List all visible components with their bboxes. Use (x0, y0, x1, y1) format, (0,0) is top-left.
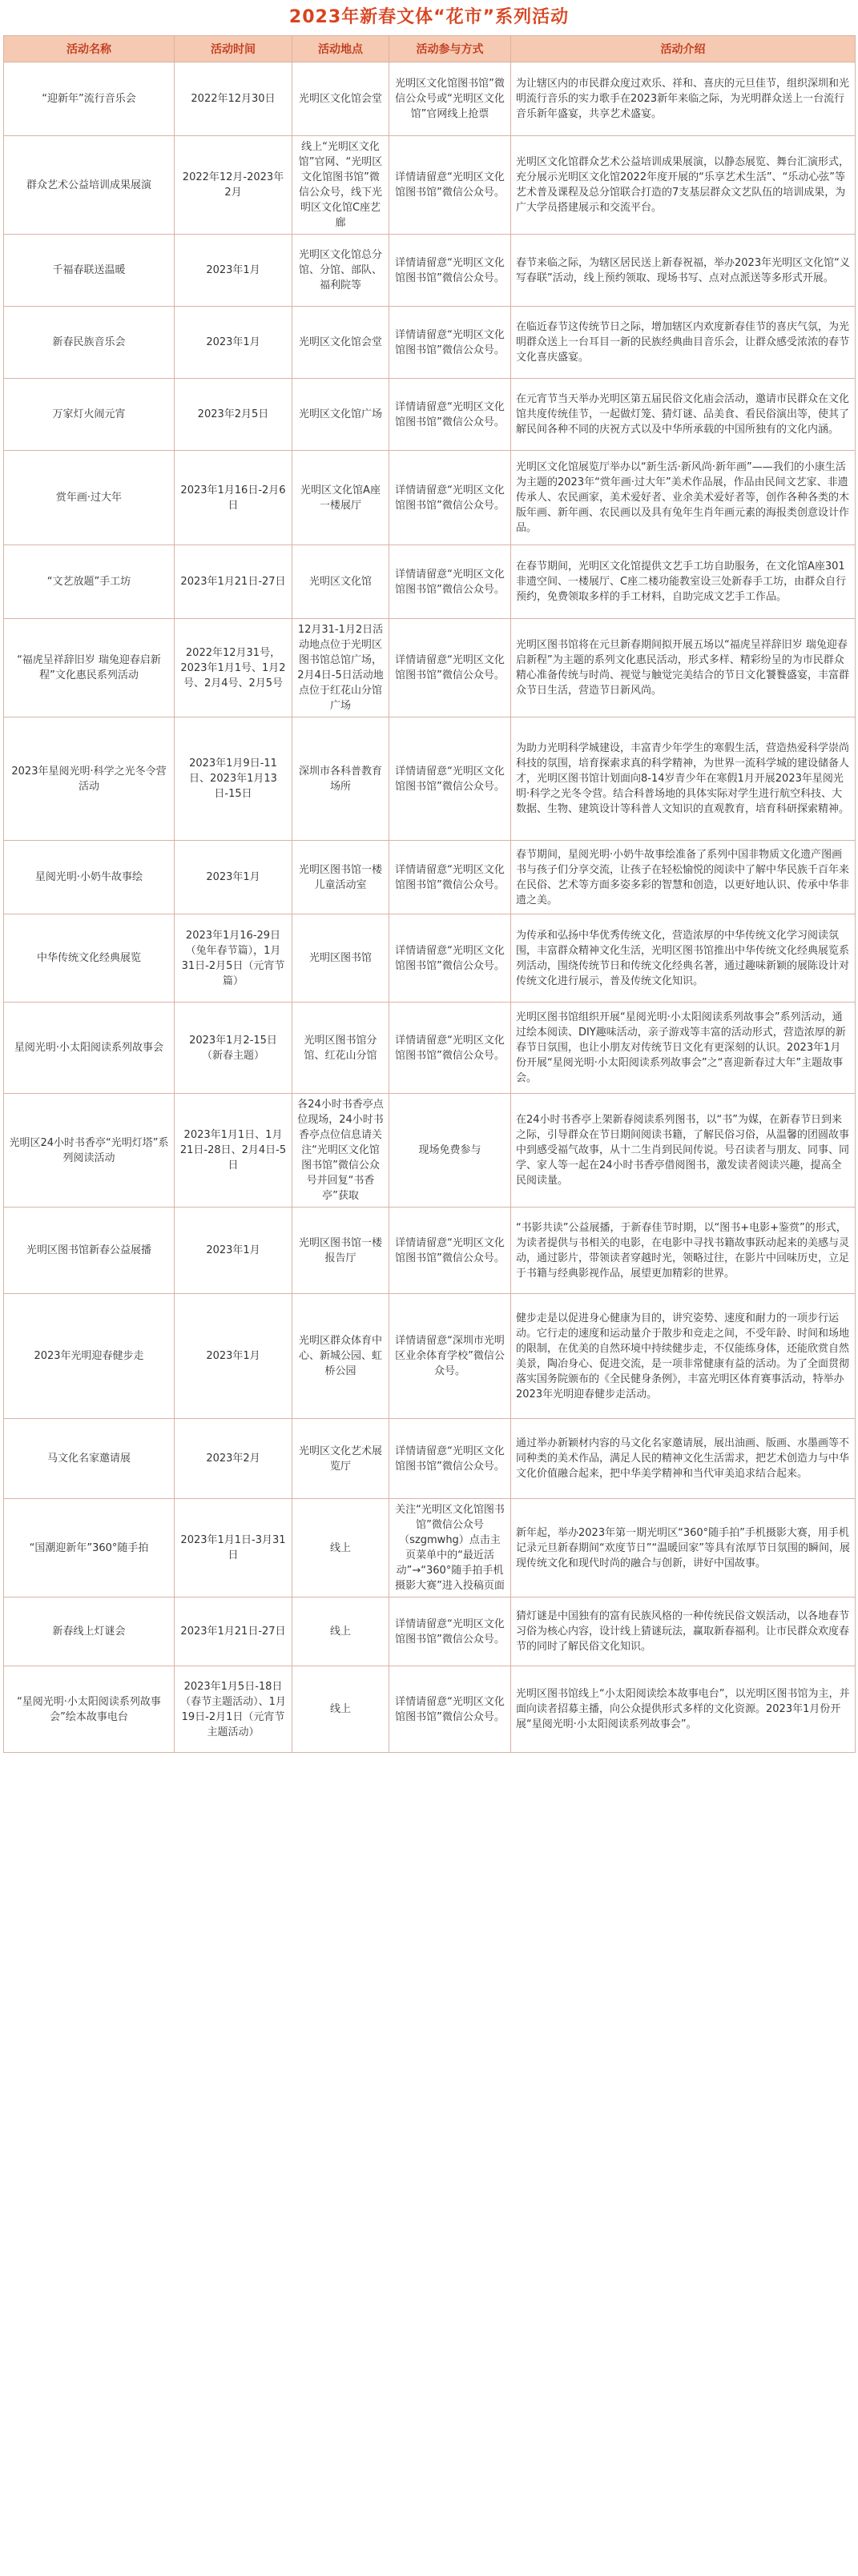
activity-intro-cell: 在24小时书香亭上架新春阅读系列图书，以“书”为媒，在新春节日到来之际，引导群众在节日期间阅读书籍，了解民俗习俗，从温馨的团圆故事中到感受福气故事，从十二生肖到民间传说。号召读者与朋友、同事、同学、家人等一起在24小时书香亭借阅图书，激发读者阅读兴趣，提高全民阅读量。 (511, 1094, 856, 1208)
activity-join-cell: 详情请留意“光明区文化馆图书馆”微信公众号。 (389, 379, 511, 451)
activity-place-cell: 光明区图书馆一楼儿童活动室 (292, 841, 389, 914)
activity-name-cell: “迎新年”流行音乐会 (4, 62, 175, 136)
activity-join-cell: 详情请留意“光明区文化馆图书馆”微信公众号。 (389, 307, 511, 379)
activity-time-cell: 2023年2月 (175, 1419, 292, 1499)
table-row (4, 379, 856, 451)
activity-place-cell: 光明区文化馆会堂 (292, 307, 389, 379)
activity-place-cell: 光明区文化馆 (292, 545, 389, 619)
header-activity-time: 活动时间 (175, 36, 292, 62)
activity-join-cell: 详情请留意“光明区文化馆图书馆”微信公众号。 (389, 136, 511, 235)
activity-time-cell: 2023年1月 (175, 1208, 292, 1294)
activity-time-cell: 2022年12月30日 (175, 62, 292, 136)
table-row (4, 451, 856, 545)
activity-join-cell: 详情请留意“光明区文化馆图书馆”微信公众号。 (389, 619, 511, 717)
table-row (4, 545, 856, 619)
header-activity-place: 活动地点 (292, 36, 389, 62)
activity-place-cell: 线上 (292, 1499, 389, 1597)
activity-intro-cell: 春节期间，星阅光明·小奶牛故事绘准备了系列中国非物质文化遗产图画书与孩子们分享交流，让孩子在轻松愉悦的阅读中了解中华民族千百年来在民俗、艺术等方面多姿多彩的智慧和创造，以更好地认识、传承中华非遗之美。 (511, 841, 856, 914)
activity-join-cell: 详情请留意“光明区文化馆图书馆”微信公众号。 (389, 1666, 511, 1753)
table-row (4, 619, 856, 717)
activity-name-cell: 赏年画·过大年 (4, 451, 175, 545)
activity-intro-cell: 为助力光明科学城建设，丰富青少年学生的寒假生活，营造热爱科学崇尚科技的氛围，培育探索求真的科学精神，为世界一流科学城的建设储备人才，光明区图书馆计划面向8-14岁青少年在寒假1月开展2023年星阅光明·科学之光冬令营。结合科普场地的具体实际对学生进行航空科技、大数据、生物、建筑设计等科普人文知识的直观教育，培育科研探索精神。 (511, 717, 856, 841)
activity-time-cell: 2023年1月1日、1月21日-28日、2月4日-5日 (175, 1094, 292, 1208)
activity-time-cell: 2023年2月5日 (175, 379, 292, 451)
table-row (4, 136, 856, 235)
activity-name-cell: 新春民族音乐会 (4, 307, 175, 379)
activity-join-cell: 详情请留意“光明区文化馆图书馆”微信公众号。 (389, 717, 511, 841)
table-row (4, 1208, 856, 1294)
activity-join-cell: 关注“光明区文化馆图书馆”微信公众号（szgmwhg）点击主页菜单中的“最近活动”→“360°随手拍手机摄影大赛”进入投稿页面 (389, 1499, 511, 1597)
activity-place-cell: 各24小时书香亭点位现场，24小时书香亭点位信息请关注“光明区文化馆图书馆”微信公众号并回复“书香亭”获取 (292, 1094, 389, 1208)
activity-join-cell: 详情请留意“光明区文化馆图书馆”微信公众号。 (389, 1208, 511, 1294)
activity-place-cell: 光明区文化艺术展览厅 (292, 1419, 389, 1499)
table-row (4, 1597, 856, 1666)
activity-place-cell: 光明区图书馆一楼报告厅 (292, 1208, 389, 1294)
activity-join-cell: 详情请留意“光明区文化馆图书馆”微信公众号。 (389, 841, 511, 914)
activity-place-cell: 光明区群众体育中心、新城公园、虹桥公园 (292, 1294, 389, 1419)
table-row (4, 1003, 856, 1094)
activity-intro-cell: 在临近春节这传统节日之际，增加辖区内欢度新春佳节的喜庆气氛，为光明群众送上一台耳目一新的民族经典曲目音乐会，让群众感受浓浓的春节文化喜庆盛宴。 (511, 307, 856, 379)
activity-join-cell: 详情请留意“光明区文化馆图书馆”微信公众号。 (389, 914, 511, 1003)
table-row (4, 1499, 856, 1597)
header-activity-join: 活动参与方式 (389, 36, 511, 62)
header-activity-name: 活动名称 (4, 36, 175, 62)
activity-name-cell: 光明区24小时书香亭“光明灯塔”系列阅读活动 (4, 1094, 175, 1208)
activity-place-cell: 光明区文化馆会堂 (292, 62, 389, 136)
document-title: 2023年新春文体“花市”系列活动 (288, 7, 570, 27)
activity-intro-cell: 新年起，举办2023年第一期光明区“360°随手拍”手机摄影大赛，用手机记录元旦新春期间“欢度节日”“温暖回家”等具有浓厚节日氛围的瞬间，展现传统文化和现代时尚的融合与创新，讲好中国故事。 (511, 1499, 856, 1597)
activity-place-cell: 光明区图书馆 (292, 914, 389, 1003)
activity-intro-cell: 在元宵节当天举办光明区第五届民俗文化庙会活动，邀请市民群众在文化馆共度传统佳节，一起做灯笼、猜灯谜、品美食、看民俗演出等，使其了解民间各种不同的庆祝方式以及中华所承载的中国所独有的文化内涵。 (511, 379, 856, 451)
activity-name-cell: “星阅光明·小太阳阅读系列故事会”绘本故事电台 (4, 1666, 175, 1753)
table-row (4, 841, 856, 914)
activity-name-cell: 万家灯火闹元宵 (4, 379, 175, 451)
activity-join-cell: 详情请留意“光明区文化馆图书馆”微信公众号。 (389, 1597, 511, 1666)
activity-join-cell: 详情请留意“光明区文化馆图书馆”微信公众号。 (389, 1419, 511, 1499)
activity-intro-cell: 光明区文化馆群众艺术公益培训成果展演，以静态展览、舞台汇演形式，充分展示光明区文化馆2022年度开展的“乐享艺术生活”、“乐动心弦”等艺术普及课程及总分馆联合打造的7支基层群众文艺队伍的培训成果，为广大学员搭建展示和交流平台。 (511, 136, 856, 235)
table-row (4, 1294, 856, 1419)
activity-join-cell: 详情请留意“光明区文化馆图书馆”微信公众号。 (389, 451, 511, 545)
activity-place-cell: 深圳市各科普教育场所 (292, 717, 389, 841)
table-row (4, 1419, 856, 1499)
activity-place-cell: 光明区文化馆广场 (292, 379, 389, 451)
activity-intro-cell: 光明区图书馆线上“小太阳阅读绘本故事电台”，以光明区图书馆为主，并面向读者招募主播，向公众提供形式多样的文化资源。2023年1月份开展“星阅光明·小太阳阅读系列故事会”。 (511, 1666, 856, 1753)
activity-name-cell: 星阅光明·小奶牛故事绘 (4, 841, 175, 914)
activity-time-cell: 2022年12月-2023年2月 (175, 136, 292, 235)
activity-join-cell: 详情请留意“深圳市光明区业余体育学校”微信公众号。 (389, 1294, 511, 1419)
activity-name-cell: 2023年星阅光明·科学之光冬令营活动 (4, 717, 175, 841)
activity-time-cell: 2023年1月 (175, 841, 292, 914)
table-row (4, 62, 856, 136)
activity-time-cell: 2023年1月 (175, 307, 292, 379)
activity-intro-cell: 光明区图书馆组织开展“星阅光明·小太阳阅读系列故事会”系列活动，通过绘本阅读、DIY趣味活动，亲子游戏等丰富的活动形式，营造浓厚的新春节日氛围，也让小朋友对传统节日文化有更深刻的认识。2023年1月份开展“星阅光明·小太阳阅读系列故事会”之“喜迎新春过大年”主题故事会。 (511, 1003, 856, 1094)
activity-place-cell: 线上“光明区文化馆”官网、“光明区文化馆图书馆”微信公众号，线下光明区文化馆C座艺廊 (292, 136, 389, 235)
activity-intro-cell: 猜灯谜是中国独有的富有民族风格的一种传统民俗文娱活动，以各地春节习俗为核心内容，设计线上猜谜玩法，赢取新春福利。让市民群众欢度春节的同时了解民俗文化知识。 (511, 1597, 856, 1666)
activity-place-cell: 光明区文化馆A座一楼展厅 (292, 451, 389, 545)
activity-time-cell: 2023年1月 (175, 1294, 292, 1419)
header-activity-intro: 活动介绍 (511, 36, 856, 62)
activity-join-cell: 现场免费参与 (389, 1094, 511, 1208)
table-row (4, 307, 856, 379)
activity-intro-cell: 为传承和弘扬中华优秀传统文化，营造浓厚的中华传统文化学习阅读氛围，丰富群众精神文化生活，光明区图书馆推出中华传统文化经典展览系列活动，围绕传统节日和传统文化经典名著，通过趣味新颖的展陈设计对传统文化进行展示，普及传统文化知识。 (511, 914, 856, 1003)
activity-name-cell: 马文化名家邀请展 (4, 1419, 175, 1499)
activity-name-cell: 光明区图书馆新春公益展播 (4, 1208, 175, 1294)
activity-intro-cell: 光明区图书馆将在元旦新春期间拟开展五场以“福虎呈祥辞旧岁 瑞兔迎春启新程”为主题的系列文化惠民活动，形式多样、精彩纷呈的为市民群众精心准备传统与时尚、视觉与触觉完美结合的节日文化饕餮盛宴，丰富群众节日生活，营造节日新风尚。 (511, 619, 856, 717)
table-row (4, 914, 856, 1003)
table-row (4, 1094, 856, 1208)
activity-time-cell: 2022年12月31号，2023年1月1号、1月2号、2月4号、2月5号 (175, 619, 292, 717)
activity-intro-cell: 光明区文化馆展览厅举办以“新生活·新风尚·新年画”——我们的小康生活为主题的2023年“赏年画·过大年”美术作品展，作品由民间文艺家、非遗传承人、农民画家，美术爱好者、业余美术爱好者等，创作各种各类的木版年画、新年画、农民画以及具有兔年生肖年画元素的海报类创意设计作品。 (511, 451, 856, 545)
table-row (4, 1666, 856, 1753)
activity-intro-cell: “书影共读”公益展播，于新春佳节时期，以“图书+电影+鉴赏”的形式，为读者提供与书相关的电影，在电影中寻找书籍故事跃动起来的美感与灵动，通过影片，带领读者穿越时光，领略过往，在影片中回味历史，立足于书籍与经典影视作品，展望更加精彩的世界。 (511, 1208, 856, 1294)
activity-place-cell: 线上 (292, 1597, 389, 1666)
activity-place-cell: 12月31-1月2日活动地点位于光明区图书馆总馆广场，2月4日-5日活动地点位于红花山分馆广场 (292, 619, 389, 717)
activity-time-cell: 2023年1月21日-27日 (175, 545, 292, 619)
activity-name-cell: “文艺放题”手工坊 (4, 545, 175, 619)
activity-intro-cell: 健步走是以促进身心健康为目的，讲究姿势、速度和耐力的一项步行运动。它行走的速度和运动量介于散步和竞走之间，不受年龄、时间和场地的限制，在优美的自然环境中持续健步走，不仅能练身体，还能欣赏自然美景，陶冶身心、促进交流，是一项非常健康有益的活动。为了全面贯彻落实国务院颁布的《全民健身条例》，丰富光明区体育赛事活动，特举办2023年光明迎春健步走活动。 (511, 1294, 856, 1419)
activity-name-cell: 新春线上灯谜会 (4, 1597, 175, 1666)
activity-time-cell: 2023年1月16日-2月6日 (175, 451, 292, 545)
activity-intro-cell: 春节来临之际，为辖区居民送上新春祝福，举办2023年光明区文化馆“义写春联”活动，线上预约领取、现场书写、点对点派送等多形式开展。 (511, 235, 856, 307)
activity-name-cell: 中华传统文化经典展览 (4, 914, 175, 1003)
activity-name-cell: 群众艺术公益培训成果展演 (4, 136, 175, 235)
activity-name-cell: 2023年光明迎春健步走 (4, 1294, 175, 1419)
activity-time-cell: 2023年1月21日-27日 (175, 1597, 292, 1666)
activity-join-cell: 详情请留意“光明区文化馆图书馆”微信公众号。 (389, 235, 511, 307)
table-header-row (4, 36, 856, 62)
activity-place-cell: 光明区图书馆分馆、红花山分馆 (292, 1003, 389, 1094)
activity-intro-cell: 在春节期间，光明区文化馆提供文艺手工坊自助服务，在文化馆A座301非遗空间、一楼展厅、C座二楼功能教室设三处新春手工坊，由群众自行预约，免费领取多样的手工材料，自助完成文艺手工作品。 (511, 545, 856, 619)
activity-intro-cell: 为让辖区内的市民群众度过欢乐、祥和、喜庆的元旦佳节，组织深圳和光明流行音乐的实力歌手在2023新年来临之际，为光明群众送上一台流行音乐新年盛宴，共享艺术盛宴。 (511, 62, 856, 136)
activity-time-cell: 2023年1月16-29日（兔年春节篇），1月31日-2月5日（元宵节篇） (175, 914, 292, 1003)
activity-name-cell: 千福春联送温暖 (4, 235, 175, 307)
activity-name-cell: 星阅光明·小太阳阅读系列故事会 (4, 1003, 175, 1094)
activity-time-cell: 2023年1月2-15日（新春主题） (175, 1003, 292, 1094)
activity-join-cell: 光明区文化馆图书馆”微信公众号或“光明区文化馆”官网线上抢票 (389, 62, 511, 136)
activity-join-cell: 详情请留意“光明区文化馆图书馆”微信公众号。 (389, 1003, 511, 1094)
activity-time-cell: 2023年1月1日-3月31日 (175, 1499, 292, 1597)
activity-table (3, 35, 856, 1753)
table-row (4, 235, 856, 307)
activity-place-cell: 线上 (292, 1666, 389, 1753)
activity-join-cell: 详情请留意“光明区文化馆图书馆”微信公众号。 (389, 545, 511, 619)
activity-time-cell: 2023年1月9日-11日、2023年1月13日-15日 (175, 717, 292, 841)
activity-time-cell: 2023年1月5日-18日（春节主题活动）、1月19日-2月1日（元宵节主题活动） (175, 1666, 292, 1753)
activity-name-cell: “福虎呈祥辞旧岁 瑞兔迎春启新程”文化惠民系列活动 (4, 619, 175, 717)
activity-name-cell: “国潮迎新年”360°随手拍 (4, 1499, 175, 1597)
activity-place-cell: 光明区文化馆总分馆、分馆、部队、福利院等 (292, 235, 389, 307)
table-row (4, 717, 856, 841)
activity-time-cell: 2023年1月 (175, 235, 292, 307)
activity-intro-cell: 通过举办新颖材内容的马文化名家邀请展，展出油画、版画、水墨画等不同种类的美术作品，满足人民的精神文化生活需求，把艺术创造力与中华文化价值融合起来，把中华美学精神和当代审美追求结合起来。 (511, 1419, 856, 1499)
